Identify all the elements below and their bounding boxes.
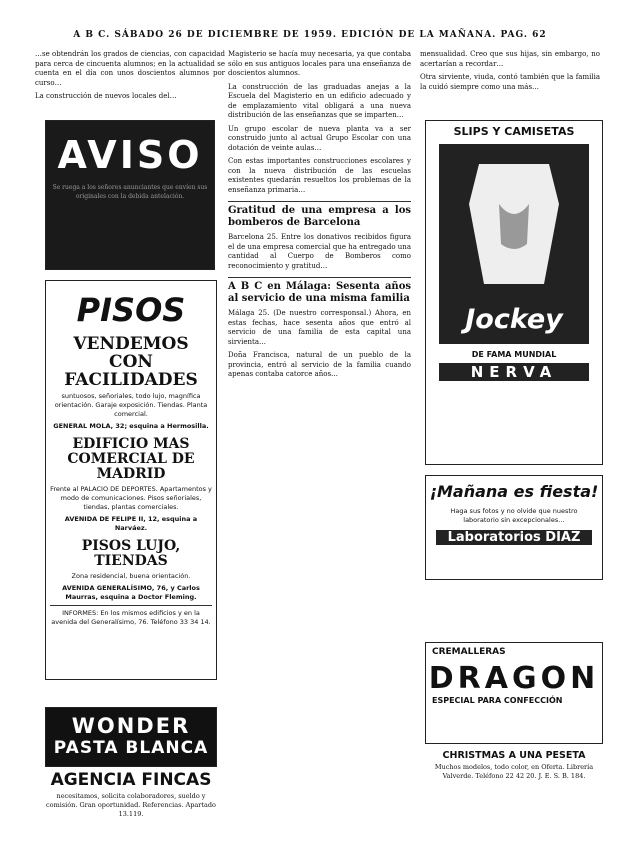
article-text: mensualidad. Creo que sus hijas, sin embargo, no acertarían a recordar… xyxy=(420,50,600,68)
aviso-text: Se ruega a los señores anunciantes que envíen sus originales con la debida antelación. xyxy=(52,184,208,200)
aviso-title: AVISO xyxy=(57,133,203,177)
article-text: Un grupo escolar de nueva planta va a ser construido junto al actual Grupo Escolar con una dotación de veinte aulas… xyxy=(228,124,411,152)
article-text: Doña Francisca, natural de un pueblo de la provincia, entró al servicio de la familia cuando apenas contaba catorce años… xyxy=(228,351,411,378)
dragon-ad xyxy=(425,642,603,744)
pisos-address-1: GENERAL MOLA, 32; esquina a Hermosilla. xyxy=(53,422,209,430)
article-text: …se obtendrán los grados de ciencias, con capacidad para cerca de cincuenta alumnos; en la actualidad se cuenta en el día con unos doscientos alumnos por curso… xyxy=(35,50,225,87)
article-text: Magisterio se hacía muy necesaria, ya que contaba sólo en sus antiguos locales para una enseñanza de doscientos alumnos. xyxy=(228,50,411,77)
jockey-illustration xyxy=(439,144,589,344)
pisos-informes: INFORMES: En los mismos edificios y en la avenida del Generalísimo, 76. Teléfono 33 34 14. xyxy=(50,605,212,627)
column-3 xyxy=(420,50,600,96)
article-text: Otra sirviente, viuda, contó también que la familia la cuidó siempre como una más… xyxy=(420,73,600,91)
pisos-heading-2: EDIFICIO MAS COMERCIAL DE MADRID xyxy=(67,436,195,482)
pisos-vendemos: VENDEMOS CON FACILIDADES xyxy=(64,334,198,390)
jockey-sub: DE FAMA MUNDIAL xyxy=(471,350,557,359)
article-headline: A B C en Málaga: Sesenta años al servicio de una misma familia xyxy=(228,277,411,305)
manana-brand: Laboratorios DIAZ xyxy=(436,530,592,545)
garment-icon xyxy=(439,144,589,304)
jockey-top: SLIPS Y CAMISETAS xyxy=(453,125,575,138)
pisos-text-1: suntuosos, señoriales, todo lujo, magnífica orientación. Garaje exposición. Tiendas. Planta comercial. xyxy=(54,392,208,418)
agencia-title: AGENCIA FINCAS xyxy=(50,770,212,790)
pisos-ad xyxy=(45,280,217,680)
article-text: Con estas importantes construcciones escolares y con la nueva distribución de las escuelas existentes quedarán resueltos los problemas de la enseñanza primaria… xyxy=(228,157,411,194)
article-text: La construcción de las graduadas anejas a la Escuela del Magisterio en un edificio adecuado y de emplazamiento vital obligará a una nueva distribución de las enseñanzas que se imparten… xyxy=(228,82,411,119)
article-text: Barcelona 25. Entre los donativos recibidos figura el de una empresa comercial que ha entregado una cantidad al Cuerpo de Bomberos como reconocimiento y gratitud… xyxy=(228,233,411,270)
article-text: La construcción de nuevos locales del… xyxy=(35,92,177,100)
pisos-title: PISOS xyxy=(76,291,186,329)
dragon-title: DRAGON xyxy=(428,661,600,696)
jockey-logo: Jockey xyxy=(465,304,563,335)
dragon-label: CREMALLERAS xyxy=(432,647,506,657)
wonder-ad xyxy=(45,707,217,767)
pisos-text-3: Zona residencial, buena orientación. xyxy=(71,572,191,580)
wonder-title: WONDER xyxy=(71,714,191,738)
aviso-ad xyxy=(45,120,215,270)
christmas-text: Muchos modelos, todo color, en Oferta. Librería Valverde. Teléfono 22 42 20. J. E. S. B. 184. xyxy=(434,763,594,780)
pisos-text-2: Frente al PALACIO DE DEPORTES. Apartamentos y modo de comunicaciones. Pisos señoriales, tiendas, plantas comerciales. xyxy=(50,485,212,511)
pisos-address-2: AVENIDA DE FELIPE II, 12, esquina a Narváez. xyxy=(64,515,198,532)
pisos-address-3: AVENIDA GENERALÍSIMO, 76, y Carlos Maurras, esquina a Doctor Fleming. xyxy=(62,584,200,601)
agencia-text: necesitamos, solicita colaboradores, sueldo y comisión. Gran oportunidad. Referencias. Apartado 13.119. xyxy=(46,792,216,818)
page-header: A B C. SÁBADO 26 DE DICIEMBRE DE 1959. EDICIÓN DE LA MAÑANA. PAG. 62 xyxy=(73,30,547,40)
column-2 xyxy=(228,50,411,384)
jockey-ad xyxy=(425,120,603,465)
jockey-brand: NERVA xyxy=(439,363,589,381)
manana-text: Haga sus fotos y no olvide que nuestro laboratorio sin excepcionales… xyxy=(450,507,578,524)
article-headline: Gratitud de una empresa a los bomberos de Barcelona xyxy=(228,201,411,229)
column-1 xyxy=(35,50,225,106)
manana-title: ¡Mañana es fiesta! xyxy=(429,482,599,501)
article-text: Málaga 25. (De nuestro corresponsal.) Ahora, en estas fechas, hace sesenta años que entró al servicio de una familia de esta capital una sirvienta… xyxy=(228,309,411,346)
dragon-sub: ESPECIAL PARA CONFECCIÓN xyxy=(432,696,563,705)
wonder-subtitle: PASTA BLANCA xyxy=(53,738,209,758)
manana-ad xyxy=(425,475,603,580)
christmas-title: CHRISTMAS A UNA PESETA xyxy=(442,750,586,761)
pisos-heading-3: PISOS LUJO, TIENDAS xyxy=(81,538,181,569)
